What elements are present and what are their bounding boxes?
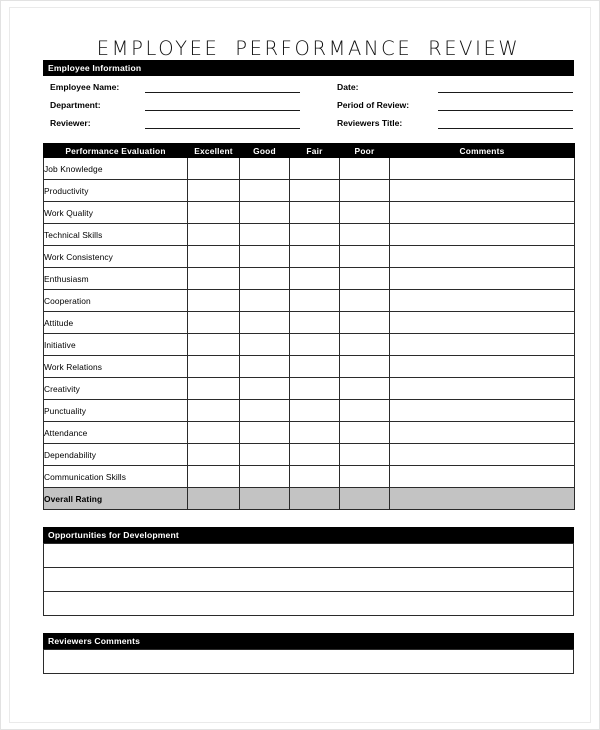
comments-cell[interactable] <box>390 334 575 356</box>
criterion-label: Creativity <box>44 378 188 400</box>
table-body <box>44 650 574 674</box>
info-row <box>43 81 574 99</box>
rating-cell-poor[interactable] <box>340 180 390 202</box>
criterion-label: Dependability <box>44 444 188 466</box>
reviewer-input[interactable] <box>145 117 300 129</box>
rating-cell-good[interactable] <box>240 422 290 444</box>
rating-cell-poor[interactable] <box>340 444 390 466</box>
rating-cell-fair[interactable] <box>290 180 340 202</box>
rating-cell-excellent[interactable] <box>188 246 240 268</box>
rating-cell-excellent[interactable] <box>188 224 240 246</box>
section-header-opportunities-for-development: Opportunities for Development <box>43 527 574 543</box>
employee-information-fields <box>43 81 574 137</box>
criterion-label: Technical Skills <box>44 224 188 246</box>
rating-cell-poor[interactable] <box>340 422 390 444</box>
rating-cell-poor[interactable] <box>340 312 390 334</box>
criterion-label: Initiative <box>44 334 188 356</box>
rating-cell-poor[interactable] <box>340 268 390 290</box>
comments-cell[interactable] <box>390 202 575 224</box>
rating-cell-excellent[interactable] <box>188 488 240 510</box>
rating-cell-good[interactable] <box>240 224 290 246</box>
document-content <box>43 28 574 674</box>
rating-cell-poor[interactable] <box>340 356 390 378</box>
rating-cell-good[interactable] <box>240 356 290 378</box>
rating-cell-fair[interactable] <box>290 202 340 224</box>
table-row <box>44 400 575 422</box>
rating-cell-excellent[interactable] <box>188 180 240 202</box>
table-row <box>44 334 575 356</box>
reviewers-comments-input-row[interactable] <box>44 650 574 674</box>
field-employee-name[interactable] <box>50 81 300 93</box>
section-header-reviewers-comments: Reviewers Comments <box>43 633 574 649</box>
comments-cell[interactable] <box>390 224 575 246</box>
rating-cell-good[interactable] <box>240 488 290 510</box>
comments-cell[interactable] <box>390 400 575 422</box>
comments-cell[interactable] <box>390 268 575 290</box>
criterion-label: Attitude <box>44 312 188 334</box>
table-row <box>44 224 575 246</box>
rating-cell-excellent[interactable] <box>188 378 240 400</box>
table-row <box>44 180 575 202</box>
column-header-poor: Poor <box>340 144 390 158</box>
rating-cell-good[interactable] <box>240 180 290 202</box>
field-label: Date: <box>337 82 359 92</box>
rating-cell-poor[interactable] <box>340 466 390 488</box>
rating-cell-excellent[interactable] <box>188 158 240 180</box>
comments-cell[interactable] <box>390 466 575 488</box>
rating-cell-excellent[interactable] <box>188 356 240 378</box>
rating-cell-excellent[interactable] <box>188 466 240 488</box>
rating-cell-excellent[interactable] <box>188 202 240 224</box>
rating-cell-poor[interactable] <box>340 488 390 510</box>
rating-cell-fair[interactable] <box>290 444 340 466</box>
rating-cell-poor[interactable] <box>340 334 390 356</box>
department-input[interactable] <box>145 99 300 111</box>
table-row <box>44 422 575 444</box>
field-department[interactable] <box>50 99 300 111</box>
rating-cell-good[interactable] <box>240 312 290 334</box>
criterion-label: Work Relations <box>44 356 188 378</box>
criterion-label: Productivity <box>44 180 188 202</box>
field-period-of-review[interactable] <box>337 99 573 111</box>
rating-cell-fair[interactable] <box>290 268 340 290</box>
criterion-label: Job Knowledge <box>44 158 188 180</box>
rating-cell-poor[interactable] <box>340 224 390 246</box>
criterion-label: Work Consistency <box>44 246 188 268</box>
table-row <box>44 466 575 488</box>
rating-cell-poor[interactable] <box>340 202 390 224</box>
rating-cell-fair[interactable] <box>290 246 340 268</box>
table-body <box>44 158 575 510</box>
opportunities-input-row[interactable] <box>44 544 574 568</box>
rating-cell-excellent[interactable] <box>188 290 240 312</box>
table-header-row <box>44 144 575 158</box>
criterion-label: Communication Skills <box>44 466 188 488</box>
comments-cell[interactable] <box>390 422 575 444</box>
comments-cell[interactable] <box>390 378 575 400</box>
section-header-employee-information: Employee Information <box>43 60 574 76</box>
column-header-comments: Comments <box>390 144 575 158</box>
criterion-label: Work Quality <box>44 202 188 224</box>
comments-cell[interactable] <box>390 290 575 312</box>
column-header-criterion: Performance Evaluation <box>44 144 188 158</box>
rating-cell-fair[interactable] <box>290 356 340 378</box>
table-row <box>44 568 574 592</box>
field-label: Department: <box>50 100 101 110</box>
info-row <box>43 117 574 135</box>
field-reviewers-title[interactable] <box>337 117 573 129</box>
opportunities-for-development-table <box>43 543 574 616</box>
period-of-review-input[interactable] <box>438 99 573 111</box>
info-row <box>43 99 574 117</box>
rating-cell-good[interactable] <box>240 158 290 180</box>
employee-name-input[interactable] <box>145 81 300 93</box>
rating-cell-fair[interactable] <box>290 400 340 422</box>
field-label: Period of Review: <box>337 100 410 110</box>
table-row <box>44 592 574 616</box>
rating-cell-good[interactable] <box>240 400 290 422</box>
column-header-excellent: Excellent <box>188 144 240 158</box>
rating-cell-excellent[interactable] <box>188 268 240 290</box>
criterion-label: Enthusiasm <box>44 268 188 290</box>
column-header-fair: Fair <box>290 144 340 158</box>
comments-cell[interactable] <box>390 246 575 268</box>
rating-cell-excellent[interactable] <box>188 422 240 444</box>
field-date[interactable] <box>337 81 573 93</box>
rating-cell-excellent[interactable] <box>188 334 240 356</box>
rating-cell-fair[interactable] <box>290 466 340 488</box>
table-row <box>44 650 574 674</box>
comments-cell[interactable] <box>390 356 575 378</box>
table-row <box>44 356 575 378</box>
rating-cell-good[interactable] <box>240 444 290 466</box>
rating-cell-fair[interactable] <box>290 312 340 334</box>
reviewers-title-input[interactable] <box>438 117 573 129</box>
table-row <box>44 246 575 268</box>
table-row <box>44 444 575 466</box>
criterion-label: Punctuality <box>44 400 188 422</box>
field-reviewer[interactable] <box>50 117 300 129</box>
performance-evaluation-table <box>43 143 575 510</box>
field-label: Reviewers Title: <box>337 118 403 128</box>
document-sheet <box>9 7 591 723</box>
rating-cell-fair[interactable] <box>290 158 340 180</box>
rating-cell-poor[interactable] <box>340 290 390 312</box>
reviewers-comments-table <box>43 649 574 674</box>
criterion-label: Attendance <box>44 422 188 444</box>
rating-cell-poor[interactable] <box>340 400 390 422</box>
rating-cell-fair[interactable] <box>290 290 340 312</box>
table-row <box>44 378 575 400</box>
field-label: Employee Name: <box>50 82 120 92</box>
table-row <box>44 268 575 290</box>
rating-cell-poor[interactable] <box>340 378 390 400</box>
comments-cell[interactable] <box>390 444 575 466</box>
comments-cell[interactable] <box>390 312 575 334</box>
field-label: Reviewer: <box>50 118 91 128</box>
comments-cell[interactable] <box>390 180 575 202</box>
rating-cell-poor[interactable] <box>340 246 390 268</box>
rating-cell-good[interactable] <box>240 268 290 290</box>
table-row <box>44 158 575 180</box>
column-header-good: Good <box>240 144 290 158</box>
table-row <box>44 544 574 568</box>
spacer <box>43 616 574 633</box>
rating-cell-fair[interactable] <box>290 422 340 444</box>
opportunities-input-row[interactable] <box>44 592 574 616</box>
rating-cell-fair[interactable] <box>290 378 340 400</box>
rating-cell-fair[interactable] <box>290 334 340 356</box>
rating-cell-poor[interactable] <box>340 158 390 180</box>
rating-cell-good[interactable] <box>240 290 290 312</box>
rating-cell-good[interactable] <box>240 246 290 268</box>
rating-cell-excellent[interactable] <box>188 444 240 466</box>
opportunities-input-row[interactable] <box>44 568 574 592</box>
page-title: EMPLOYEE PERFORMANCE REVIEW <box>96 36 521 61</box>
rating-cell-good[interactable] <box>240 334 290 356</box>
table-row <box>44 312 575 334</box>
rating-cell-good[interactable] <box>240 202 290 224</box>
comments-cell[interactable] <box>390 158 575 180</box>
table-row <box>44 202 575 224</box>
comments-cell[interactable] <box>390 488 575 510</box>
criterion-label: Cooperation <box>44 290 188 312</box>
rating-cell-excellent[interactable] <box>188 312 240 334</box>
spacer <box>43 510 574 527</box>
table-body <box>44 544 574 616</box>
rating-cell-good[interactable] <box>240 378 290 400</box>
overall-rating-label: Overall Rating <box>44 488 188 510</box>
table-row <box>44 488 575 510</box>
rating-cell-excellent[interactable] <box>188 400 240 422</box>
rating-cell-good[interactable] <box>240 466 290 488</box>
date-input[interactable] <box>438 81 573 93</box>
table-row <box>44 290 575 312</box>
rating-cell-fair[interactable] <box>290 488 340 510</box>
rating-cell-fair[interactable] <box>290 224 340 246</box>
